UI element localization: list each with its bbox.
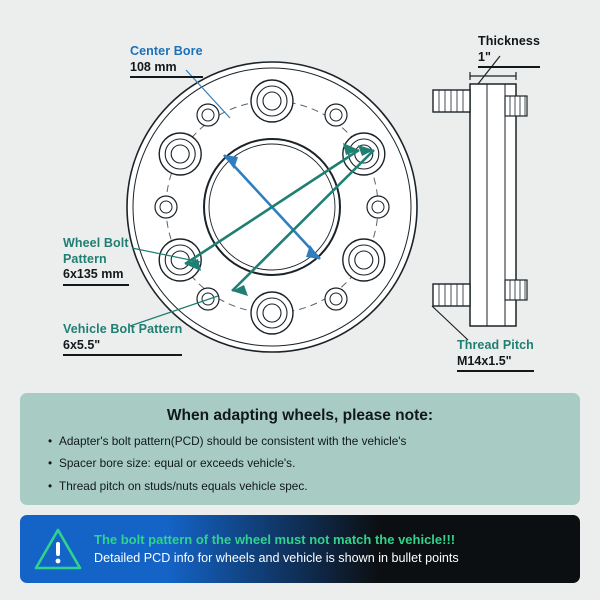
label-center-bore-title: Center Bore	[130, 44, 203, 58]
label-thickness-value: 1"	[478, 50, 540, 69]
bullet-dot: •	[48, 434, 53, 448]
label-vehicle-bolt-pattern	[63, 322, 182, 356]
label-vehicle-bolt-pattern-title: Vehicle Bolt Pattern	[63, 322, 183, 336]
list-item	[48, 434, 558, 449]
label-wheel-bolt-pattern-title-2: Pattern	[63, 251, 107, 266]
label-center-bore-value: 108 mm	[130, 60, 203, 79]
label-thickness-title: Thickness	[478, 34, 541, 48]
note-panel	[20, 393, 580, 505]
warning-line-1: The bolt pattern of the wheel must not match the vehicle!!!	[94, 531, 456, 547]
label-thread-pitch	[457, 338, 534, 372]
label-wheel-bolt-pattern	[63, 236, 129, 286]
label-wheel-bolt-pattern-value: 6x135 mm	[63, 267, 129, 286]
warning-triangle-icon	[34, 527, 82, 571]
note-bullet-text: Thread pitch on studs/nuts equals vehicle spec.	[59, 478, 308, 493]
warning-line-2: Detailed PCD info for wheels and vehicle is shown in bullet points	[94, 551, 459, 566]
warning-panel	[20, 515, 580, 583]
label-center-bore	[130, 44, 203, 78]
list-item	[48, 479, 558, 494]
label-vehicle-bolt-pattern-value: 6x5.5"	[63, 338, 182, 357]
list-item	[48, 456, 558, 471]
bullet-dot: •	[48, 478, 53, 493]
bullet-dot: •	[48, 456, 53, 471]
adapter-side-view	[433, 72, 527, 326]
label-thread-pitch-value: M14x1.5"	[457, 354, 534, 373]
warning-text-block	[94, 530, 459, 568]
note-bullet-text: Adapter's bolt pattern(PCD) should be consistent with the vehicle's	[59, 434, 407, 448]
note-bullet-list	[42, 434, 558, 494]
label-wheel-bolt-pattern-title-1: Wheel Bolt	[63, 236, 129, 250]
note-bullet-text: Spacer bore size: equal or exceeds vehicle's.	[59, 456, 296, 471]
note-title: When adapting wheels, please note:	[166, 407, 434, 424]
label-thickness	[478, 34, 540, 68]
label-thread-pitch-title: Thread Pitch	[457, 338, 534, 352]
